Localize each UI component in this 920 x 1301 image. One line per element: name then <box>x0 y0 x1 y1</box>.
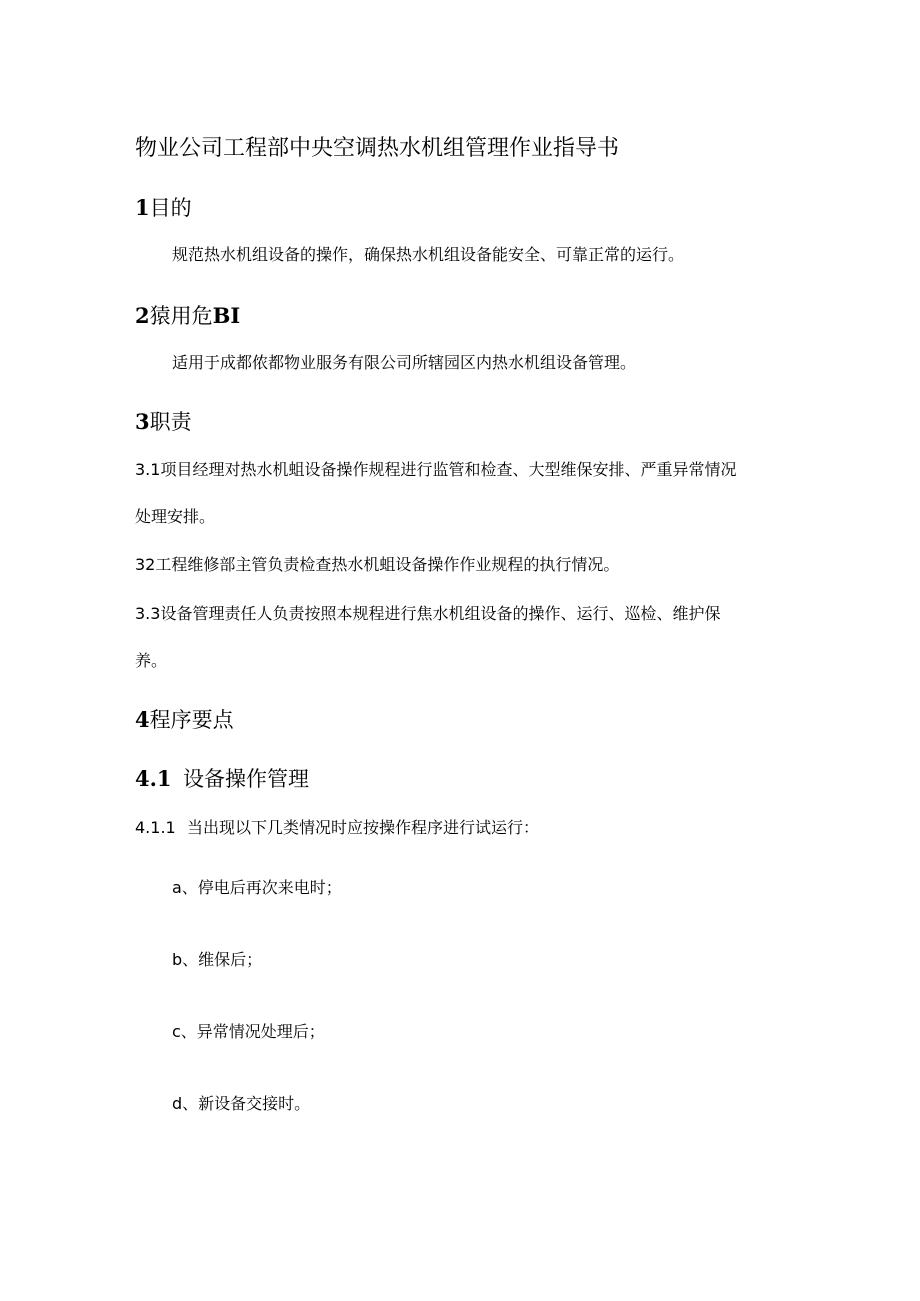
subsection-4-1-number: 4.1 <box>135 766 172 791</box>
clause-3-3-line-1: 3.3设备管理责任人负责按照本规程进行焦水机组设备的操作、运行、巡检、维护保 <box>135 604 721 623</box>
section-1-title: 目的 <box>149 196 192 220</box>
subsection-4-1-title: 设备操作管理 <box>183 767 309 791</box>
clause-4-1-1-text: 当出现以下几类情况时应按操作程序进行试运行： <box>187 818 540 837</box>
section-1-paragraph: 规范热水机组设备的操作，确保热水机组设备能安全、可靠正常的运行。 <box>172 245 685 264</box>
section-4-heading <box>135 709 234 731</box>
clause-4-1-1 <box>135 820 539 836</box>
list-item: a、停电后再次来电时； <box>172 878 342 897</box>
section-4-title: 程序要点 <box>149 708 234 732</box>
section-2-title: 猿用危 <box>149 304 213 328</box>
section-1-heading <box>135 197 192 219</box>
clause-3-1-line-2: 处理安排。 <box>135 507 216 526</box>
section-2-paragraph: 适用于成都侬都物业服务有限公司所辖园区内热水机组设备管理。 <box>172 353 637 372</box>
document-title: 物业公司工程部中央空调热水机组管理作业指导书 <box>135 136 620 161</box>
subsection-4-1-heading <box>135 768 309 790</box>
section-3-heading <box>135 411 192 433</box>
section-2-number: 2 <box>135 303 150 328</box>
clause-4-1-1-number: 4.1.1 <box>135 818 176 837</box>
section-3-number: 3 <box>135 409 150 434</box>
list-item: b、维保后； <box>172 950 263 969</box>
section-2-title-suffix: BI <box>212 303 241 328</box>
clause-3-3-line-2: 养。 <box>135 651 168 670</box>
section-2-heading <box>135 305 240 327</box>
section-4-number: 4 <box>135 707 150 732</box>
clause-3-1-line-1: 3.1项目经理对热水机蛆设备操作规程进行监管和检查、大型维保安排、严重异常情况 <box>135 460 737 479</box>
list-item: c、异常情况处理后； <box>172 1022 325 1041</box>
section-1-number: 1 <box>135 195 150 220</box>
list-item: d、新设备交接时。 <box>172 1094 311 1113</box>
clause-3-2-line-1: 32工程维修部主管负责检查热水机蛆设备操作作业规程的执行情况。 <box>135 555 620 574</box>
section-3-title: 职责 <box>149 410 192 434</box>
